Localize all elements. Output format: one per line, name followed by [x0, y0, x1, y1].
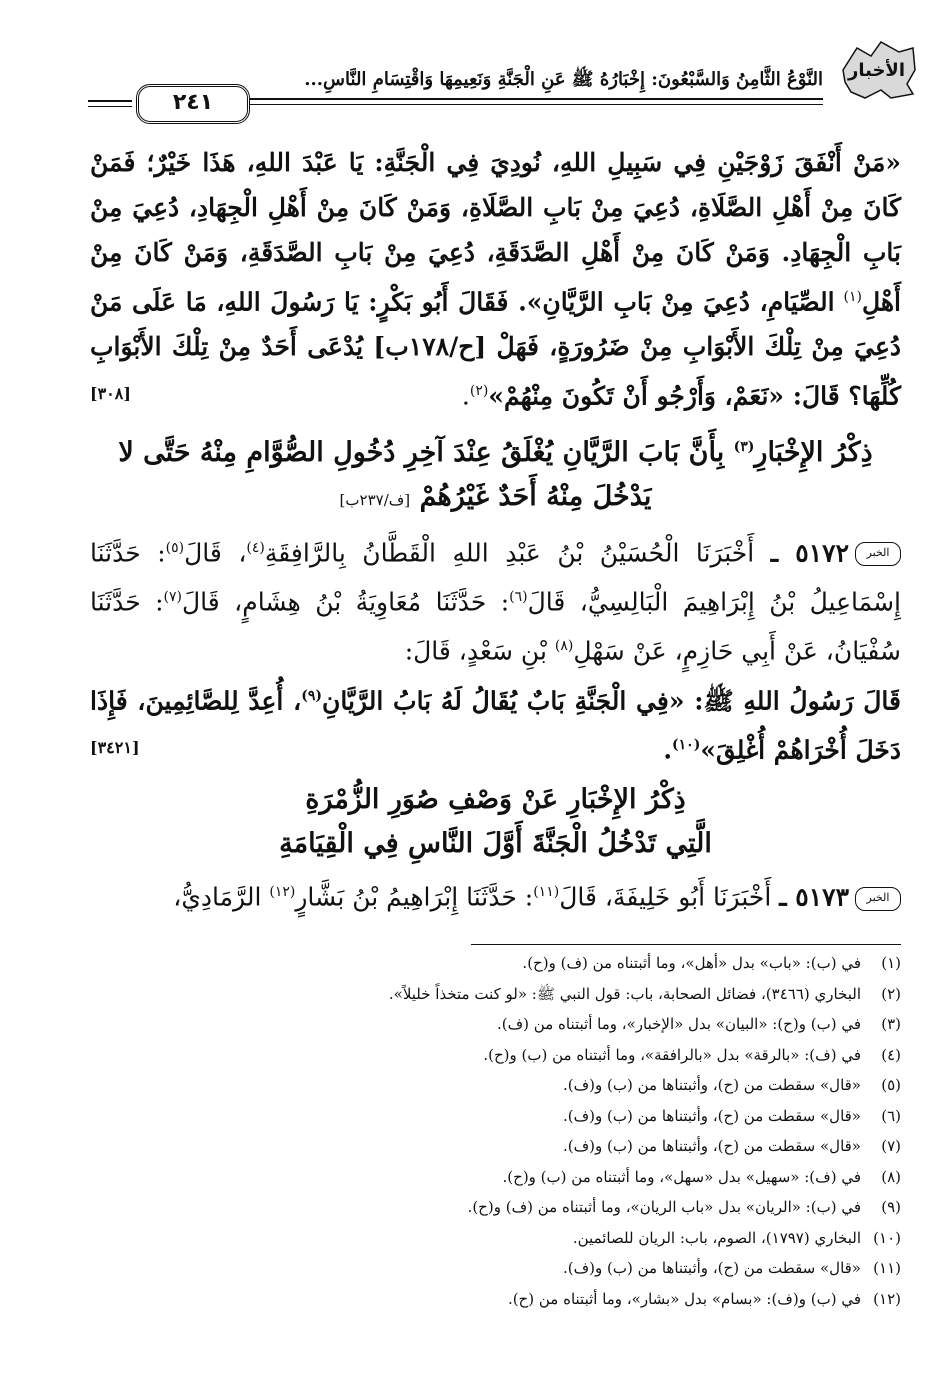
- heading-line: الَّتِي تَدْخُلُ الْجَنَّةَ أَوَّلَ النَّاسِ فِي الْقِيَامَةِ: [279, 828, 712, 860]
- hadith-quote-2: الصِّيَامِ، دُعِيَ مِنْ بَابِ الرَّيَّانِ». فَقَالَ أَبُو بَكْرٍ: يَا رَسُولَ اللهِ، مَا عَلَى مَنْ دُعِيَ مِنْ تِلْكَ الأَبْوَابِ مِنْ ضَرُورَةٍ، فَهَلْ [ح/١٧٨ب] يُدْعَى أَحَدٌ مِنْ تِلْكَ الأَبْوَابِ كُلِّهَا؟ قَالَ: «نَعَمْ، وَأَرْجُو أَنْ تَكُونَ مِنْهُمْ»: [90, 287, 901, 411]
- isnad-text: بْنِ سَعْدٍ، قَالَ:: [404, 636, 555, 666]
- footnote-number: (١٢): [873, 1289, 901, 1308]
- footnote-item: [60, 1223, 901, 1254]
- footnote-number: (٢): [881, 984, 901, 1003]
- isnad-text: : حَدَّثَنَا سُفْيَانُ، عَنْ أَبِي حَازِمٍ، عَنْ سَهْلِ: [90, 587, 901, 666]
- page-number-rule: [88, 100, 132, 102]
- footnote-text: البخاري (١٧٩٧)، الصوم، باب: الريان للصائمين.: [572, 1228, 861, 1247]
- hadith-5173: [90, 870, 901, 919]
- footnote-text: في (ب): «الريان» بدل «باب الريان»، وما أثبتناه من (ف) و(ح).: [467, 1198, 861, 1216]
- footnote-number: (١٠): [873, 1228, 901, 1247]
- footnote-item: [60, 1040, 901, 1071]
- footnote-text: في (ب) و(ح): «البيان» بدل «الإخبار»، وما أثبتناه من (ف).: [497, 1015, 861, 1033]
- hadith-reference: [٣٤٢١]: [90, 737, 140, 757]
- footnote-number: (١١): [873, 1259, 901, 1277]
- page-number: ٢٤١: [136, 84, 250, 124]
- footnote-separator: [471, 944, 901, 945]
- footnote-item: [60, 1284, 901, 1315]
- footnote-number: (٣): [881, 1015, 901, 1033]
- hadith-text-continuation: «مَنْ أَنْفَقَ زَوْجَيْنِ فِي سَبِيلِ اللهِ، نُودِيَ فِي الْجَنَّةِ: يَا عَبْدَ اللهِ، هَذَا خَيْرٌ؛ فَمَنْ كَانَ مِنْ أَهْلِ الصَّلَاةِ، دُعِيَ مِنْ بَابِ الصَّلَاةِ، وَمَنْ كَانَ مِنْ أَهْلِ الْجِهَادِ، دُعِيَ مِنْ بَابِ الْجِهَادِ. وَمَنْ كَانَ مِنْ أَهْلِ الصَّدَقَةِ، دُعِيَ مِنْ بَابِ الصَّدَقَةِ، وَمَنْ كَانَ مِنْ أَهْلِ$^{(١)}$ الصِّيَامِ، دُعِيَ مِنْ بَابِ الرَّيَّانِ». فَقَالَ أَبُو بَكْرٍ: يَا رَسُولَ اللهِ، مَا عَلَى مَنْ دُعِيَ مِنْ تِلْكَ الأَبْوَابِ مِنْ ضَرُورَةٍ، فَهَلْ [ح/١٧٨ب] يُدْعَى أَحَدٌ مِنْ تِلْكَ الأَبْوَابِ كُلِّهَا؟ قَالَ: «نَعَمْ، وَأَرْجُو أَنْ تَكُونَ مِنْهُمْ»$^{(٢)}$. [٣٠٨]: [90, 140, 901, 419]
- page-header: [88, 28, 919, 128]
- footnote-item: [60, 1070, 901, 1101]
- hadith-5172: [90, 526, 901, 674]
- chapter-heading-1: [90, 425, 901, 522]
- footnote-marker: (٣): [733, 438, 755, 455]
- isnad-text: أَخْبَرَنَا الْحُسَيْنُ بْنُ عَبْدِ اللهِ الْقَطَّانُ بِالرَّافِقَةِ: [264, 537, 755, 567]
- footnote-item: [60, 1162, 901, 1193]
- footnote-marker: (٩): [301, 687, 322, 704]
- hadith-reference: [٣٠٨]: [90, 384, 131, 404]
- footnote-item: [60, 1101, 901, 1132]
- footnote-text: في (ف): «بالرقة» بدل «بالرافقة»، وما أثبتناه من (ب) و(ح).: [483, 1045, 861, 1064]
- footnote-number: (٥): [881, 1076, 901, 1094]
- matn-text: قَالَ رَسُولُ اللهِ ﷺ: «فِي الْجَنَّةِ بَابٌ يُقَالُ لَهُ بَابُ الرَّيَّانِ: [321, 685, 901, 715]
- hadith-icon: الخبر: [855, 542, 901, 566]
- footnote-number: (١): [881, 954, 901, 972]
- footnote-item: [60, 1192, 901, 1223]
- section-badge: [837, 38, 919, 102]
- footnote-marker: (٤): [246, 539, 265, 556]
- isnad-text: الرَّمَادِيُّ،: [173, 882, 270, 912]
- footnote-item: [60, 1009, 901, 1040]
- footnote-marker: (٦): [509, 588, 528, 605]
- main-text: [90, 140, 901, 920]
- hadith-number: ٥١٧٢ ـ: [770, 537, 850, 567]
- isnad-text: أَخْبَرَنَا أَبُو خَلِيفَةَ، قَالَ: [559, 882, 772, 912]
- footnote-marker: (٨): [554, 638, 574, 655]
- footnote-number: (٤): [881, 1045, 901, 1064]
- header-rule: [198, 98, 823, 100]
- isnad-text: ، قَالَ: [184, 537, 247, 567]
- hadith-number: ٥١٧٣ ـ: [779, 882, 849, 912]
- footnote-text: في (ب): «باب» بدل «أهل»، وما أثبتناه من (ف) و(ح).: [522, 954, 861, 972]
- header-rule-thin: [198, 104, 823, 105]
- isnad-text: : حَدَّثَنَا إِبْرَاهِيمُ بْنُ بَشَّارٍ: [295, 882, 534, 912]
- footnote-item: [60, 948, 901, 979]
- footnote-text: في (ب) و(ف): «بسام» بدل «بشار»، وما أثبتناه من (ح).: [507, 1289, 861, 1308]
- chapter-heading-2: [90, 778, 901, 866]
- badge-label: الأخبار: [847, 60, 905, 81]
- footnote-text: «قال» سقطت من (ح)، وأثبتناها من (ب) و(ف).: [562, 1137, 861, 1155]
- footnote-text: «قال» سقطت من (ح)، وأثبتناها من (ب) و(ف).: [562, 1076, 861, 1094]
- footnote-marker: (١): [843, 289, 862, 305]
- footnote-number: (٨): [881, 1167, 901, 1186]
- heading-line: ذِكْرُ الإِخْبَارِ عَنْ وَصْفِ صُوَرِ الزُّمْرَةِ: [305, 784, 686, 816]
- footnote-marker: (٧): [163, 588, 183, 605]
- page-number-rule-thin: [88, 106, 132, 107]
- footnote-number: (٦): [881, 1106, 901, 1125]
- heading-text: ذِكْرُ الإِخْبَارِ: [754, 436, 873, 468]
- footnote-marker: (٥): [165, 539, 185, 556]
- footnote-item: [60, 1131, 901, 1162]
- heading-text: بِأَنَّ بَابَ الرَّيَّانِ يُغْلَقُ عِنْدَ آخِرِ دُخُولِ الصُّوَّامِ مِنْهُ حَتَّى لا يَدْخُلَ مِنْهُ أَحَدٌ غَيْرُهُمْ: [118, 436, 725, 512]
- manuscript-marker: [ف/٢٣٧ب]: [339, 490, 411, 509]
- footnote-item: [60, 1253, 901, 1284]
- footnotes-list: [60, 948, 901, 1314]
- footnote-item: [60, 979, 901, 1010]
- isnad-text: : حَدَّثَنَا إِسْمَاعِيلُ بْنُ إِبْرَاهِيمَ الْبَالِسِيُّ، قَالَ: [90, 537, 901, 617]
- footnote-marker: (٢): [469, 383, 489, 400]
- hadith-matn: قَالَ رَسُولُ اللهِ ﷺ: «فِي الْجَنَّةِ بَابٌ يُقَالُ لَهُ بَابُ الرَّيَّانِ$^{(٩)}$، أُعِدَّ لِلصَّائِمِينَ، فَإِذَا دَخَلَ أُخْرَاهُمْ أُغْلِقَ»$^{(١٠)}$. [٣٤٢١]: [90, 674, 901, 773]
- footnote-text: البخاري (٣٤٦٦)، فضائل الصحابة، باب: قول النبي ﷺ: «لو كنت متخذاً خليلاً».: [388, 984, 861, 1003]
- hadith-quote: «مَنْ أَنْفَقَ زَوْجَيْنِ فِي سَبِيلِ اللهِ، نُودِيَ فِي الْجَنَّةِ: يَا عَبْدَ اللهِ، هَذَا خَيْرٌ؛ فَمَنْ كَانَ مِنْ أَهْلِ الصَّلَاةِ، دُعِيَ مِنْ بَابِ الصَّلَاةِ، وَمَنْ كَانَ مِنْ أَهْلِ الْجِهَادِ، دُعِيَ مِنْ بَابِ الْجِهَادِ. وَمَنْ كَانَ مِنْ أَهْلِ الصَّدَقَةِ، دُعِيَ مِنْ بَابِ الصَّدَقَةِ، وَمَنْ كَانَ مِنْ أَهْلِ: [90, 148, 901, 317]
- footnote-text: «قال» سقطت من (ح)، وأثبتناها من (ب) و(ف).: [562, 1106, 861, 1125]
- matn-text: ، أُعِدَّ لِلصَّائِمِينَ، فَإِذَا دَخَلَ أُخْرَاهُمْ أُغْلِقَ»: [90, 685, 901, 765]
- hadith-icon: الخبر: [855, 887, 901, 911]
- running-title: النَّوْعُ الثَّامِنُ وَالسَّبْعُونَ: إِخْبَارُهُ ﷺ عَنِ الْجَنَّةِ وَنَعِيمِهَا وَاقْتِسَامِ النَّاسِ...: [304, 69, 823, 90]
- footnote-text: في (ف): «سهيل» بدل «سهل»، وما أثبتناه من (ب) و(ح).: [502, 1167, 861, 1186]
- isnad-text: : حَدَّثَنَا مُعَاوِيَةُ بْنُ هِشَامٍ، قَالَ: [182, 587, 510, 617]
- footnote-marker: (١٠): [672, 736, 701, 753]
- footnote-marker: (١١): [533, 884, 560, 901]
- footnote-marker: (١٢): [269, 884, 296, 901]
- footnote-number: (٩): [881, 1198, 901, 1216]
- footnote-number: (٧): [881, 1137, 901, 1155]
- footnote-text: «قال» سقطت من (ح)، وأثبتناها من (ب) و(ف).: [562, 1259, 861, 1277]
